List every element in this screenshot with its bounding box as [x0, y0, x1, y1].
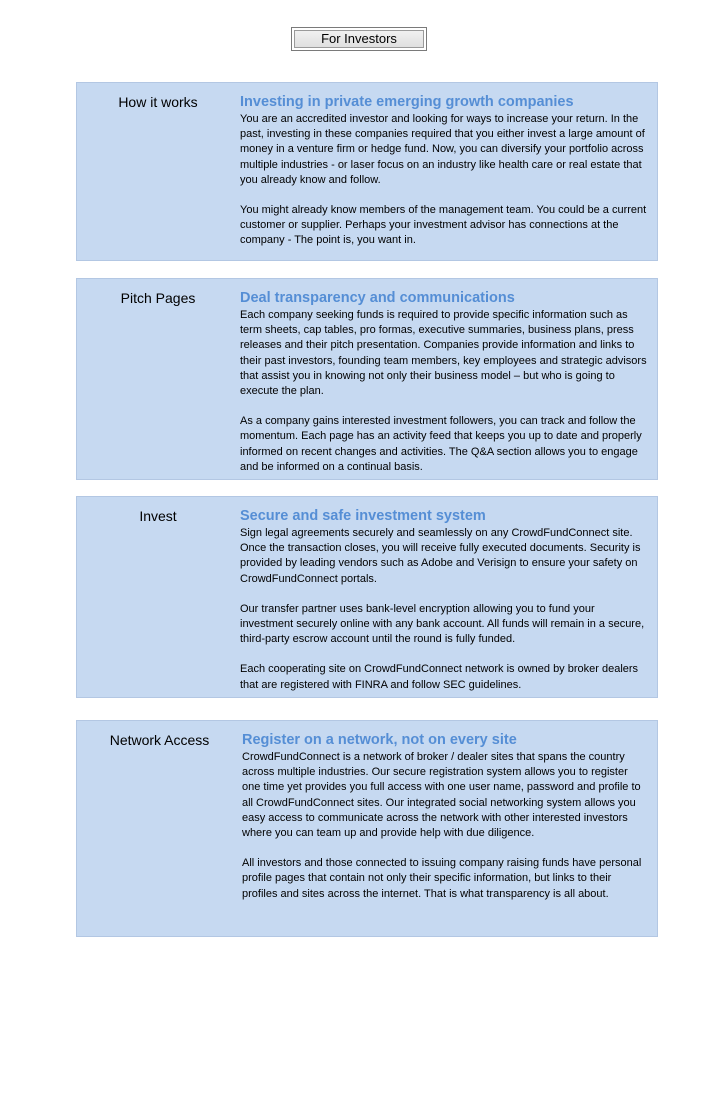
section-invest — [76, 496, 658, 698]
section-pitch-pages — [76, 278, 658, 480]
section-paragraph: CrowdFundConnect is a network of broker / dealer sites that spans the country across multiple industries. Our secure registration system allows you to register one time yet provides you full access with one user name, password and profile to all CrowdFundConnect sites. Our integrated social networking system allows you easy access to communicate across the network with other interested investors where you can team up and provide help with due diligence. — [242, 751, 641, 840]
section-content — [240, 507, 649, 693]
section-label: Network Access — [109, 732, 210, 748]
section-network-access — [76, 720, 658, 937]
section-paragraph: You are an accredited investor and looking for ways to increase your return. In the past, investing in these companies required that you either invest a large amount of money in a venture firm or hedge fund. Now, you can diversify your portfolio across multiple industries - or laser focus on an industry like health care or real estate that you already know and follow. — [240, 113, 645, 186]
section-paragraph: Our transfer partner uses bank-level encryption allowing you to fund your investment securely online with any bank account. All funds will remain in a secure, third-party escrow account until the round is fully funded. — [240, 602, 645, 646]
section-label: How it works — [118, 94, 198, 110]
section-heading: Investing in private emerging growth companies — [240, 94, 574, 110]
section-paragraph: You might already know members of the management team. You could be a current customer or supplier. Perhaps your investment advisor has connections at the company - The point is, you want in. — [240, 204, 647, 247]
section-label: Pitch Pages — [120, 290, 196, 306]
section-paragraph: All investors and those connected to issuing company raising funds have personal profile pages that contain not only their specific information, but links to their profiles and sites across the internet. That is what transparency is all about. — [242, 857, 642, 900]
section-paragraph: As a company gains interested investment followers, you can track and follow the momentum. Each page has an activity feed that keeps you up to date and properly informed on recent changes and activities. The Q&A section allows you to engage and be informed on a continual basis. — [240, 415, 642, 473]
section-how-it-works — [76, 82, 658, 261]
for-investors-button[interactable]: For Investors — [291, 27, 427, 51]
section-content — [242, 731, 649, 902]
section-paragraph: Sign legal agreements securely and seamlessly on any CrowdFundConnect site. Once the transaction closes, you will receive fully executed documents. Security is provided by leading vendors such as Adobe and Verisign to ensure your safety on CrowdFundConnect portals. — [240, 527, 641, 585]
section-heading: Secure and safe investment system — [240, 508, 486, 524]
section-heading: Register on a network, not on every site — [242, 732, 517, 748]
section-paragraph: Each cooperating site on CrowdFundConnect network is owned by broker dealers that are registered with FINRA and follow SEC guidelines. — [240, 663, 639, 691]
section-content — [240, 289, 649, 475]
section-heading: Deal transparency and communications — [240, 290, 515, 306]
section-label: Invest — [139, 508, 177, 524]
section-paragraph: Each company seeking funds is required to provide specific information such as term sheets, cap tables, pro formas, executive summaries, business plans, press releases and their pitch presentation. Companies provide information and links to their past investors, founding team members, key employees and strategic advisors that assist you in knowing not only their business model – but who is going to execute the plan. — [240, 309, 647, 398]
section-content — [240, 93, 649, 249]
